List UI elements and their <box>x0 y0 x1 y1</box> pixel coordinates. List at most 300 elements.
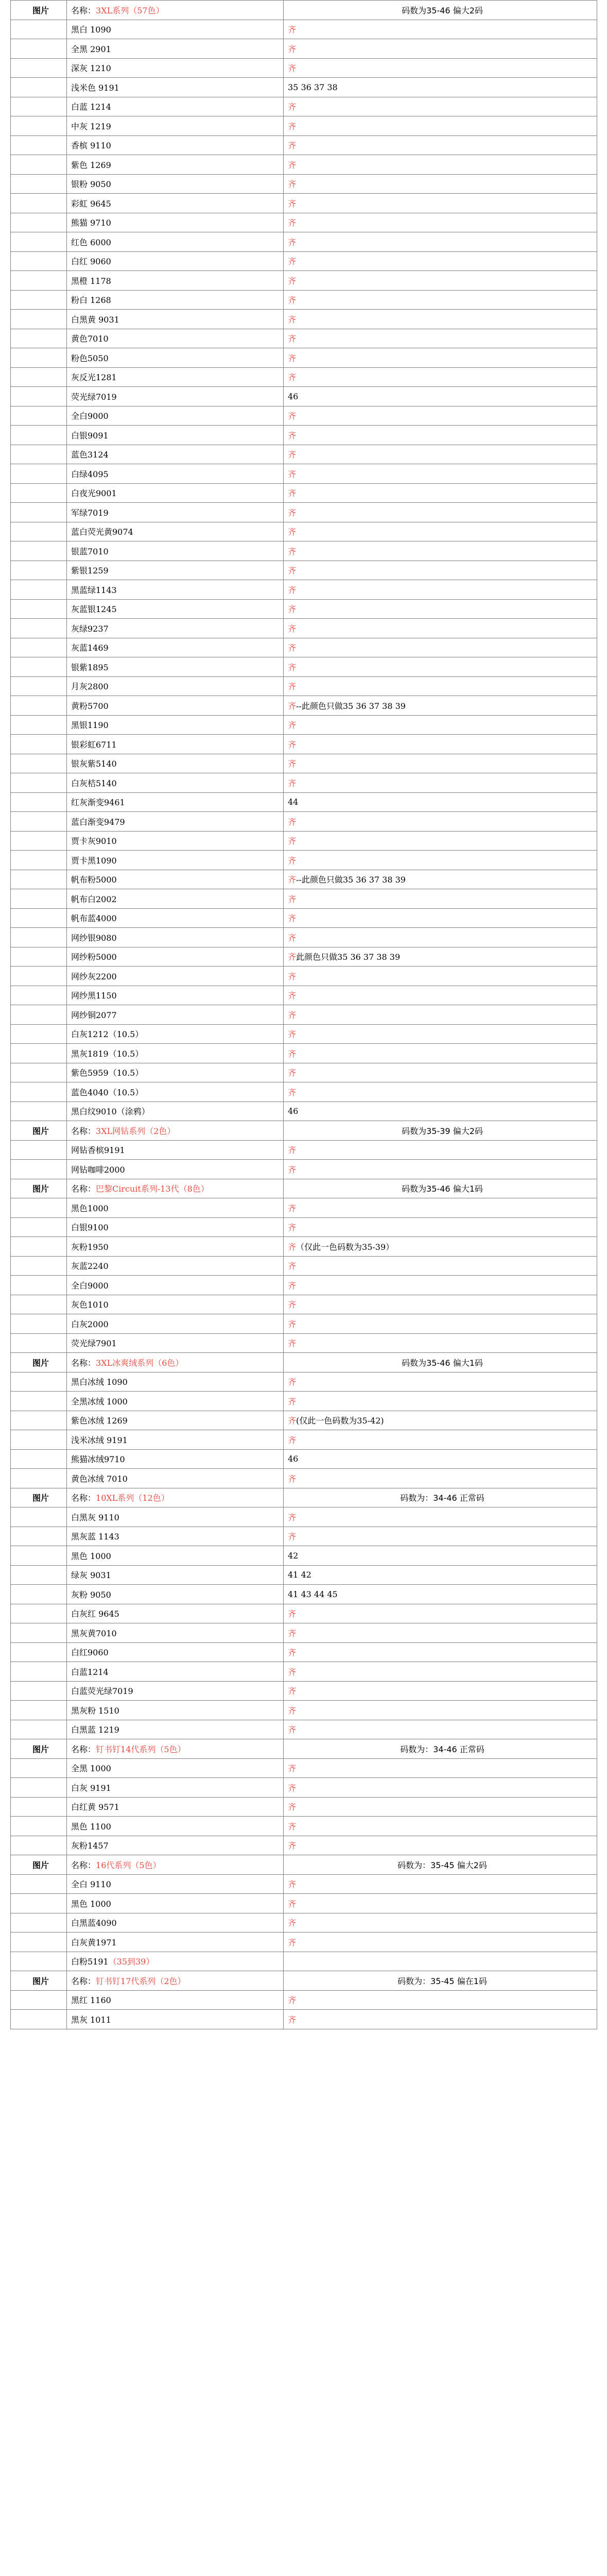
stock-complete-mark: 齐 <box>288 1667 297 1677</box>
color-name-cell <box>67 39 284 59</box>
empty-image-cell <box>11 599 67 619</box>
image-label-cell: 图片 <box>11 1488 67 1507</box>
color-name: 黑橙 1178 <box>71 276 111 286</box>
color-name: 白红9060 <box>71 1648 109 1658</box>
stock-complete-mark: 齐 <box>288 1164 297 1175</box>
stock-complete-mark: 齐 <box>288 701 297 711</box>
color-name: 贾卡灰9010 <box>71 836 117 846</box>
size-note-cell: 码数为35-46 偏大1码 <box>284 1353 597 1372</box>
stock-status-cell <box>284 2010 597 2029</box>
series-name: 3XL系列（57色） <box>96 5 164 15</box>
color-name-cell <box>67 97 284 116</box>
color-row <box>11 290 597 310</box>
color-row <box>11 387 597 406</box>
color-name-cell <box>67 851 284 870</box>
series-name-cell <box>67 1353 284 1372</box>
empty-image-cell <box>11 155 67 175</box>
stock-status-cell <box>284 194 597 213</box>
empty-image-cell <box>11 174 67 194</box>
color-name: 黑红 1160 <box>71 1995 111 2006</box>
color-name: 白蓝荧光绿7019 <box>71 1686 133 1697</box>
color-name-cell <box>67 1507 284 1527</box>
empty-image-cell <box>11 116 67 136</box>
available-sizes: 此颜色只做35 36 37 38 39 <box>296 952 401 962</box>
color-name-cell <box>67 2010 284 2029</box>
stock-complete-mark: 齐 <box>288 1783 297 1793</box>
color-name-cell <box>67 619 284 638</box>
color-row <box>11 812 597 832</box>
color-name: 黄色冰绒 7010 <box>71 1473 128 1484</box>
empty-image-cell <box>11 97 67 116</box>
name-prefix: 名称： <box>71 1126 96 1136</box>
stock-complete-mark: 齐 <box>288 1029 297 1040</box>
stock-complete-mark: 齐 <box>288 894 297 904</box>
stock-complete-mark: 齐 <box>288 855 297 866</box>
color-name-cell <box>67 1642 284 1662</box>
color-row <box>11 851 597 870</box>
available-sizes: 46 <box>288 1454 299 1464</box>
stock-status-cell <box>284 599 597 619</box>
color-row <box>11 1585 597 1604</box>
color-row <box>11 1082 597 1102</box>
stock-status-cell <box>284 1797 597 1817</box>
stock-complete-mark: 齐 <box>288 1512 297 1522</box>
stock-complete-mark: 齐 <box>288 450 297 460</box>
series-header-row <box>11 1971 597 1991</box>
color-name: 黄色7010 <box>71 334 109 344</box>
color-name-cell <box>67 1372 284 1392</box>
color-name-cell <box>67 1952 284 1971</box>
empty-image-cell <box>11 928 67 947</box>
color-row <box>11 1797 597 1817</box>
stock-status-cell <box>284 1933 597 1952</box>
empty-image-cell <box>11 464 67 484</box>
empty-image-cell <box>11 812 67 832</box>
stock-status-cell <box>284 1024 597 1044</box>
color-row <box>11 213 597 232</box>
stock-status-cell <box>284 445 597 464</box>
empty-image-cell <box>11 213 67 232</box>
color-name-cell <box>67 676 284 696</box>
color-name: 白黑黄 9031 <box>71 314 119 325</box>
stock-status-cell <box>284 1430 597 1450</box>
empty-image-cell <box>11 329 67 348</box>
empty-image-cell <box>11 1314 67 1334</box>
color-row <box>11 1392 597 1411</box>
stock-status-cell <box>284 1333 597 1353</box>
color-name: 彩虹 9645 <box>71 198 111 209</box>
color-name: 白银9091 <box>71 430 109 440</box>
color-row <box>11 541 597 561</box>
color-name: 黑蓝绿1143 <box>71 585 117 595</box>
color-row <box>11 1720 597 1739</box>
color-name: 网纱铜2077 <box>71 1010 117 1020</box>
empty-image-cell <box>11 387 67 406</box>
color-name-cell <box>67 1874 284 1894</box>
stock-complete-mark: 齐 <box>288 1223 297 1233</box>
color-name-cell <box>67 464 284 484</box>
color-name: 黑色 1000 <box>71 1551 111 1561</box>
color-name: 黑色 1000 <box>71 1899 111 1909</box>
empty-image-cell <box>11 1217 67 1237</box>
stock-complete-mark: 齐 <box>288 1802 297 1812</box>
stock-status-cell <box>284 406 597 426</box>
empty-image-cell <box>11 1198 67 1218</box>
stock-complete-mark: 齐 <box>288 720 297 731</box>
color-name-cell <box>67 889 284 909</box>
stock-status-cell <box>284 1952 597 1971</box>
empty-image-cell <box>11 1333 67 1353</box>
series-name-cell <box>67 1855 284 1875</box>
color-row <box>11 870 597 889</box>
color-name: 灰蓝1469 <box>71 643 109 653</box>
color-name: 白黑蓝 1219 <box>71 1725 119 1735</box>
size-note-cell: 码数为：35-45 偏大2码 <box>284 1855 597 1875</box>
stock-status-cell <box>284 367 597 387</box>
color-row <box>11 1565 597 1585</box>
stock-status-cell <box>284 541 597 561</box>
color-name-cell <box>67 271 284 291</box>
empty-image-cell <box>11 1507 67 1527</box>
stock-complete-mark: 齐 <box>288 63 297 74</box>
color-name: 黑白冰绒 1090 <box>71 1377 128 1387</box>
stock-status-cell <box>284 1140 597 1160</box>
color-name: 帆布白2002 <box>71 894 117 904</box>
stock-complete-mark: 齐 <box>288 643 297 653</box>
stock-status-cell <box>284 792 597 812</box>
stock-complete-mark: 齐 <box>288 566 297 576</box>
color-name: 深灰 1210 <box>71 63 111 74</box>
empty-image-cell <box>11 271 67 291</box>
empty-image-cell <box>11 1681 67 1701</box>
series-header-row <box>11 1 597 20</box>
color-name-cell <box>67 522 284 541</box>
stock-status-cell <box>284 1507 597 1527</box>
stock-complete-mark: 齐 <box>288 237 297 247</box>
stock-table <box>10 0 597 2029</box>
empty-image-cell <box>11 426 67 445</box>
color-name: 黑银1190 <box>71 720 109 731</box>
empty-image-cell <box>11 194 67 213</box>
series-header-row <box>11 1488 597 1507</box>
stock-complete-mark: 齐 <box>288 778 297 788</box>
color-row <box>11 1990 597 2010</box>
empty-image-cell <box>11 1411 67 1430</box>
stock-complete-mark: 齐 <box>288 759 297 769</box>
series-header-row <box>11 1121 597 1141</box>
color-name: 军绿7019 <box>71 507 109 518</box>
series-header-row <box>11 1179 597 1198</box>
empty-image-cell <box>11 561 67 580</box>
stock-status-cell <box>284 908 597 928</box>
color-name: 蓝白渐变9479 <box>71 817 125 827</box>
empty-image-cell <box>11 541 67 561</box>
color-name: 黑灰黄7010 <box>71 1628 117 1638</box>
color-row <box>11 599 597 619</box>
stock-complete-mark: 齐 <box>288 1300 297 1310</box>
color-row <box>11 1469 597 1488</box>
color-name-cell <box>67 561 284 580</box>
color-name: 浅米冰绒 9191 <box>71 1435 128 1445</box>
color-name: 蓝白荧光黄9074 <box>71 527 133 537</box>
empty-image-cell <box>11 851 67 870</box>
color-name: 帆布蓝4000 <box>71 913 117 924</box>
name-prefix: 名称： <box>71 1744 96 1754</box>
color-name: 白红 9060 <box>71 257 111 267</box>
color-row <box>11 1681 597 1701</box>
empty-image-cell <box>11 1449 67 1469</box>
stock-status-cell <box>284 1411 597 1430</box>
empty-image-cell <box>11 1565 67 1585</box>
color-row <box>11 1952 597 1971</box>
color-name-cell <box>67 1430 284 1450</box>
stock-status-cell <box>284 676 597 696</box>
color-row <box>11 1642 597 1662</box>
stock-complete-mark: 齐 <box>288 1764 297 1774</box>
color-name: 黄粉5700 <box>71 701 109 711</box>
color-name-cell <box>67 232 284 252</box>
stock-status-cell <box>284 1527 597 1546</box>
stock-status-cell <box>284 580 597 600</box>
stock-status-cell <box>284 1662 597 1682</box>
color-name: 浅米色 9191 <box>71 82 119 93</box>
color-row <box>11 329 597 348</box>
stock-complete-mark: 齐 <box>288 1280 297 1291</box>
name-prefix: 名称： <box>71 1358 96 1368</box>
name-prefix: 名称： <box>71 1976 96 1986</box>
stock-status-cell <box>284 1836 597 1855</box>
empty-image-cell <box>11 1836 67 1855</box>
stock-status-cell <box>284 715 597 735</box>
color-name-note: （35到39） <box>108 1957 154 1967</box>
stock-complete-mark: 齐 <box>288 160 297 170</box>
stock-status-cell <box>284 1701 597 1720</box>
color-name: 全白 9110 <box>71 1879 111 1890</box>
color-row <box>11 503 597 522</box>
stock-complete-mark: 齐 <box>288 1068 297 1078</box>
color-name-cell <box>67 1836 284 1855</box>
color-name: 熊猫冰绒9710 <box>71 1454 125 1465</box>
color-name: 灰色1010 <box>71 1300 109 1310</box>
stock-status-cell <box>284 889 597 909</box>
color-name-cell <box>67 1140 284 1160</box>
empty-image-cell <box>11 1662 67 1682</box>
empty-image-cell <box>11 967 67 986</box>
stock-status-cell <box>284 1449 597 1469</box>
stock-complete-mark: 齐 <box>288 430 297 440</box>
color-row <box>11 1836 597 1855</box>
empty-image-cell <box>11 657 67 677</box>
size-note-cell: 码数为35-39 偏大2码 <box>284 1121 597 1141</box>
color-name: 粉白 1268 <box>71 295 111 306</box>
stock-status-cell <box>284 503 597 522</box>
empty-image-cell <box>11 947 67 967</box>
empty-image-cell <box>11 1913 67 1933</box>
stock-complete-mark: 齐 <box>288 1918 297 1928</box>
empty-image-cell <box>11 1372 67 1392</box>
color-name: 全白9000 <box>71 411 109 421</box>
color-row <box>11 1217 597 1237</box>
color-name-cell <box>67 1063 284 1082</box>
stock-complete-mark: 齐 <box>288 991 297 1001</box>
stock-status-cell <box>284 1063 597 1082</box>
stock-complete-mark: 齐 <box>288 1416 297 1426</box>
color-row <box>11 58 597 78</box>
color-name: 黑灰1819（10.5） <box>71 1048 144 1059</box>
stock-complete-mark: 齐 <box>288 1048 297 1059</box>
color-name: 黑白纹9010（涂鸦） <box>71 1107 150 1117</box>
stock-complete-mark: 齐 <box>288 25 297 35</box>
series-header-row <box>11 1353 597 1372</box>
available-sizes: （仅此一色码数为35-39） <box>296 1242 394 1252</box>
empty-image-cell <box>11 889 67 909</box>
color-row <box>11 1449 597 1469</box>
color-row <box>11 483 597 503</box>
stock-complete-mark: 齐 <box>288 1319 297 1329</box>
color-name: 全黑冰绒 1000 <box>71 1396 128 1406</box>
stock-status-cell <box>284 310 597 329</box>
image-label-cell: 图片 <box>11 1855 67 1875</box>
color-row <box>11 947 597 967</box>
series-name: 巴黎Circuit系列-13代（8色） <box>96 1184 209 1194</box>
color-row <box>11 522 597 541</box>
color-name: 红色 6000 <box>71 237 111 247</box>
image-label-cell: 图片 <box>11 1179 67 1198</box>
color-row <box>11 1758 597 1778</box>
stock-status-cell <box>284 561 597 580</box>
color-name-cell <box>67 290 284 310</box>
color-row <box>11 406 597 426</box>
color-name: 黑灰 1011 <box>71 2014 111 2025</box>
color-name-cell <box>67 194 284 213</box>
stock-status-cell <box>284 1237 597 1257</box>
stock-status-cell <box>284 1276 597 1295</box>
empty-image-cell <box>11 831 67 851</box>
color-name: 月灰2800 <box>71 682 109 692</box>
color-name: 网纱粉5000 <box>71 952 117 962</box>
series-name-cell <box>67 1179 284 1198</box>
stock-status-cell <box>284 831 597 851</box>
color-name-cell <box>67 1894 284 1913</box>
color-row <box>11 1140 597 1160</box>
empty-image-cell <box>11 1990 67 2010</box>
color-name-cell <box>67 1623 284 1643</box>
color-row <box>11 619 597 638</box>
color-row <box>11 194 597 213</box>
color-row <box>11 271 597 291</box>
color-name: 粉色5050 <box>71 353 109 363</box>
empty-image-cell <box>11 1933 67 1952</box>
empty-image-cell <box>11 522 67 541</box>
stock-complete-mark: 齐 <box>288 1899 297 1909</box>
stock-status-cell <box>284 251 597 271</box>
color-name: 全白9000 <box>71 1280 109 1291</box>
color-row <box>11 1662 597 1682</box>
color-name: 白绿4095 <box>71 469 109 479</box>
empty-image-cell <box>11 1024 67 1044</box>
color-row <box>11 1044 597 1063</box>
color-row <box>11 464 597 484</box>
color-name-cell <box>67 116 284 136</box>
color-row <box>11 97 597 116</box>
color-row <box>11 251 597 271</box>
color-name-cell <box>67 1469 284 1488</box>
empty-image-cell <box>11 1585 67 1604</box>
color-name: 紫色 1269 <box>71 160 111 170</box>
size-note-cell: 码数为：34-46 正常码 <box>284 1488 597 1507</box>
color-name-cell <box>67 715 284 735</box>
stock-status-cell <box>284 1160 597 1179</box>
stock-complete-mark: 齐 <box>288 353 297 363</box>
stock-complete-mark: 齐 <box>288 1628 297 1638</box>
stock-status-cell <box>284 348 597 368</box>
color-row <box>11 1546 597 1566</box>
color-row <box>11 638 597 657</box>
stock-status-cell <box>284 638 597 657</box>
color-name: 黑色1000 <box>71 1203 109 1213</box>
stock-complete-mark: 齐 <box>288 411 297 421</box>
color-name-cell <box>67 580 284 600</box>
empty-image-cell <box>11 503 67 522</box>
color-name-cell <box>67 986 284 1005</box>
empty-image-cell <box>11 445 67 464</box>
empty-image-cell <box>11 1894 67 1913</box>
stock-status-cell <box>284 1217 597 1237</box>
stock-status-cell <box>284 1101 597 1121</box>
empty-image-cell <box>11 986 67 1005</box>
color-name-cell <box>67 1217 284 1237</box>
stock-status-cell <box>284 1469 597 1488</box>
color-row <box>11 445 597 464</box>
color-name: 白灰1212（10.5） <box>71 1029 144 1040</box>
color-row <box>11 174 597 194</box>
color-name: 黑白 1090 <box>71 25 111 35</box>
stock-status-cell <box>284 39 597 59</box>
stock-status-cell <box>284 329 597 348</box>
stock-status-cell <box>284 1913 597 1933</box>
stock-status-cell <box>284 1546 597 1566</box>
stock-complete-mark: 齐 <box>288 44 297 54</box>
color-name: 灰绿9237 <box>71 623 109 634</box>
color-row <box>11 78 597 97</box>
stock-status-cell <box>284 851 597 870</box>
color-row <box>11 1527 597 1546</box>
stock-status-cell <box>284 1082 597 1102</box>
stock-status-cell <box>284 1604 597 1623</box>
color-name-cell <box>67 1913 284 1933</box>
stock-status-cell <box>284 1642 597 1662</box>
color-name-cell <box>67 1449 284 1469</box>
color-name-cell <box>67 348 284 368</box>
color-name: 香槟 9110 <box>71 141 111 151</box>
color-row <box>11 831 597 851</box>
stock-complete-mark: 齐 <box>288 1203 297 1213</box>
color-name: 紫色5959（10.5） <box>71 1068 144 1078</box>
color-row <box>11 426 597 445</box>
color-name: 银灰紫5140 <box>71 759 117 769</box>
color-name-cell <box>67 1082 284 1102</box>
color-row <box>11 967 597 986</box>
stock-complete-mark: 齐 <box>288 2014 297 2025</box>
stock-status-cell <box>284 213 597 232</box>
stock-status-cell <box>284 773 597 793</box>
size-note-cell: 码数为35-46 偏大1码 <box>284 1179 597 1198</box>
color-name-cell <box>67 773 284 793</box>
empty-image-cell <box>11 870 67 889</box>
empty-image-cell <box>11 792 67 812</box>
color-name: 绿灰 9031 <box>71 1570 111 1581</box>
color-name-cell <box>67 1198 284 1218</box>
